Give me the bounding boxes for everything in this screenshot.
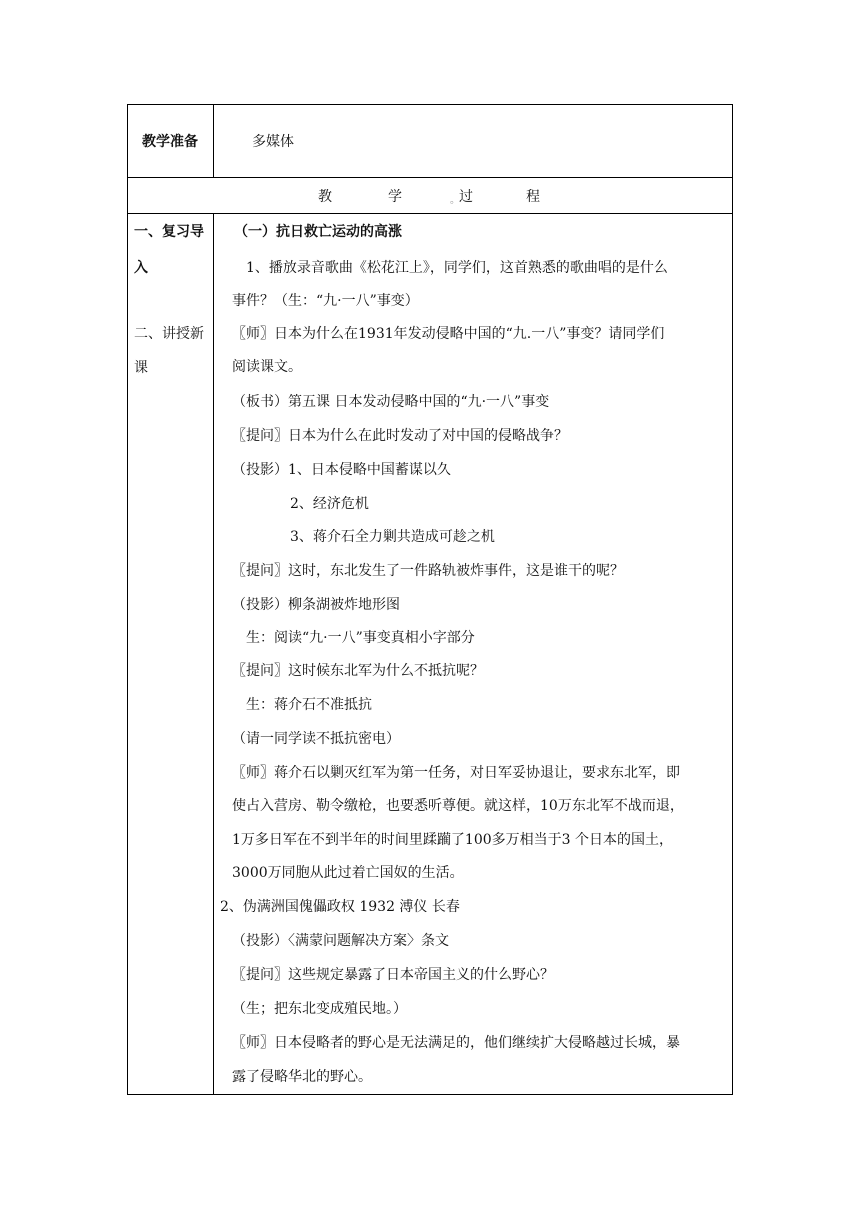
content-line: （投影）柳条湖被炸地形图 [232,597,400,613]
header-char: 程 [526,189,540,205]
content-line: 露了侵略华北的野心。 [232,1069,372,1085]
section-title: （一）抗日救亡运动的高涨 [234,224,402,240]
column-divider [213,105,214,177]
content-line: 〖提问〗日本为什么在此时发动了对中国的侵略战争？ [232,428,568,444]
new-lesson-label-line1: 二、讲授新 [134,326,204,342]
header-char: 教 [318,189,332,205]
new-lesson-label-line2: 课 [134,360,148,376]
content-line: 〖提问〗这时，东北发生了一件路轨被炸事件，这是谁干的呢？ [232,563,624,579]
row-divider [128,177,732,178]
content-line: 〖师〗日本为什么在1931年发动侵略中国的“九.一八”事变？请同学们 [232,326,665,342]
review-label-line2: 入 [134,260,148,276]
prep-label: 教学准备 [142,134,198,150]
row-divider [128,213,732,214]
content-line: 阅读课文。 [232,359,302,375]
content-line: 2、经济危机 [290,496,369,512]
content-line: （生；把东北变成殖民地。） [232,1001,407,1017]
lesson-plan-table [127,104,733,1095]
content-line: （投影）〈满蒙问题解决方案〉条文 [232,933,449,949]
review-label-line1: 一、复习导 [134,224,204,240]
content-line: 使占入营房、勒令缴枪，也要悉听尊便。就这样，10万东北军不战而退， [232,798,684,814]
content-line: 〖提问〗这时候东北军为什么不抵抗呢？ [232,663,484,679]
content-line: 3、蒋介石全力剿共造成可趁之机 [290,529,495,545]
content-line: 生：蒋介石不准抵抗 [246,697,372,713]
content-line: （投影）1、日本侵略中国蓄谋以久 [232,462,451,478]
content-line: 2、伪满洲国傀儡政权 1932 溥仪 长春 [220,899,460,915]
content-line: 事件？（生：“九·一八”事变） [232,293,419,309]
content-line: 3000万同胞从此过着亡国奴的生活。 [232,865,464,881]
header-char: 过 [459,189,473,205]
content-line: 〖师〗日本侵略者的野心是无法满足的，他们继续扩大侵略越过长城，暴 [232,1035,680,1051]
content-line: 〖提问〗这些规定暴露了日本帝国主义的什么野心？ [232,967,554,983]
content-line: 〖师〗蒋介石以剿灭红军为第一任务，对日军妥协退让，要求东北军，即 [232,765,680,781]
content-line: 1、播放录音歌曲《松花江上》，同学们，这首熟悉的歌曲唱的是什么 [246,260,668,276]
header-char: 学 [388,189,402,205]
stray-dot: 。 [450,195,460,206]
content-line: （板书）第五课 日本发动侵略中国的“九·一八”事变 [232,394,550,410]
content-line: 1万多日军在不到半年的时间里蹂躏了100多万相当于3 个日本的国土， [232,832,673,848]
prep-value: 多媒体 [252,134,294,150]
column-divider [213,213,214,1094]
content-line: （请一同学读不抵抗密电） [232,731,400,747]
content-line: 生：阅读“九·一八”事变真相小字部分 [246,630,475,646]
